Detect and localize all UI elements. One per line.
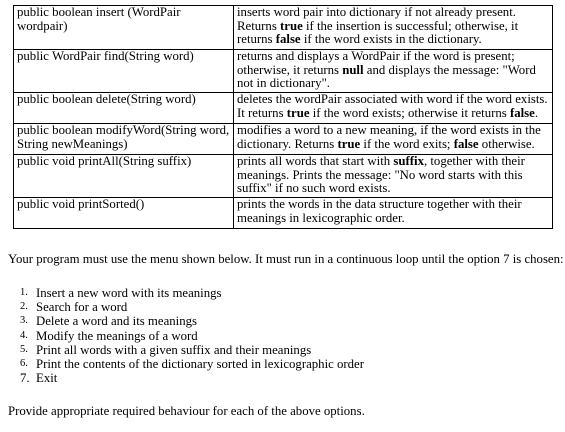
description-text: if the word exists in the dictionary.	[300, 32, 482, 46]
description-keyword: true	[337, 136, 361, 151]
menu-item	[20, 343, 364, 357]
description-text: prints the words in the data structure together with their meanings in lexicographic order.	[237, 197, 522, 225]
menu-item-label: Insert a new word with its meanings	[36, 286, 222, 300]
menu-item	[20, 329, 364, 343]
method-row	[14, 93, 553, 124]
description-text: prints all words that start with	[237, 154, 394, 168]
method-description	[234, 155, 553, 198]
method-signature: public void printSorted()	[14, 198, 234, 229]
description-text: , together with their meanings. Prints the message: "No word starts with this suffix" if no such word exists.	[237, 154, 525, 195]
menu-item-label: Print the contents of the dictionary sorted in lexicographic order	[36, 357, 365, 372]
method-signature: public void printAll(String suffix)	[14, 155, 234, 198]
description-keyword: null	[342, 62, 364, 77]
description-keyword: false	[453, 136, 479, 151]
menu-item	[20, 314, 364, 328]
method-row	[14, 50, 553, 93]
menu-item	[20, 371, 364, 385]
description-text: modifies a word to a new meaning, if the word exists in the dictionary. Returns	[237, 123, 541, 151]
description-text: and displays the message: "Word not in dictionary".	[237, 62, 536, 90]
description-text: if the word exists; otherwise it returns	[309, 105, 510, 120]
method-signature: public boolean delete(String word)	[14, 93, 234, 124]
description-text: otherwise.	[478, 136, 535, 151]
method-description	[234, 93, 553, 124]
description-text: .	[534, 105, 539, 120]
closing-instruction: Provide appropriate required behaviour for each of the above options.	[8, 404, 365, 418]
methods-table-body	[14, 6, 553, 229]
menu-item-number: 5.	[20, 343, 28, 355]
menu-item-number: 1.	[20, 287, 28, 298]
method-description	[234, 50, 553, 93]
description-text: deletes the wordPair associated with word if the word exists. It returns	[237, 92, 548, 120]
menu-item-number: 3.	[20, 315, 28, 327]
menu-item-number: 6.	[20, 358, 28, 370]
menu-item-number: 2.	[20, 301, 28, 313]
method-signature: public boolean modifyWord(String word, String newMeanings)	[14, 124, 234, 155]
description-keyword: true	[286, 105, 310, 120]
menu-intro: Your program must use the menu shown below. It must run in a continuous loop until the option 7 is chosen:	[8, 252, 564, 266]
menu-item-label: Exit	[36, 371, 58, 386]
method-row	[14, 198, 553, 229]
menu-item-number: 4.	[20, 329, 28, 341]
method-signature: public WordPair find(String word)	[14, 50, 234, 93]
menu-item-label: Delete a word and its meanings	[36, 314, 197, 329]
methods-table	[13, 5, 553, 229]
method-description	[234, 124, 553, 155]
menu-item	[20, 357, 364, 371]
menu-item-label: Search for a word	[36, 300, 128, 315]
description-text: returns and displays a WordPair if the word is present; otherwise, it returns	[237, 49, 515, 77]
method-signature: public boolean insert (WordPair wordpair)	[14, 6, 234, 50]
description-text: if the word exits;	[360, 136, 454, 151]
method-description	[234, 198, 553, 229]
description-text: if the insertion is successful; otherwise, it returns	[237, 18, 519, 46]
description-keyword: false	[509, 105, 535, 120]
menu-item-number: 7.	[20, 371, 30, 386]
description-keyword: false	[275, 32, 301, 46]
description-keyword: suffix	[393, 154, 424, 168]
menu-item-label: Modify the meanings of a word	[36, 328, 198, 343]
method-row	[14, 124, 553, 155]
description-keyword: true	[280, 18, 303, 33]
description-text: inserts word pair into dictionary if not already present. Returns	[237, 5, 516, 33]
menu-item-label: Print all words with a given suffix and their meanings	[36, 342, 312, 357]
method-row	[14, 155, 553, 198]
menu-list	[20, 286, 364, 385]
menu-item	[20, 300, 364, 314]
menu-item	[20, 286, 364, 300]
method-description	[234, 6, 553, 50]
method-row	[14, 6, 553, 50]
